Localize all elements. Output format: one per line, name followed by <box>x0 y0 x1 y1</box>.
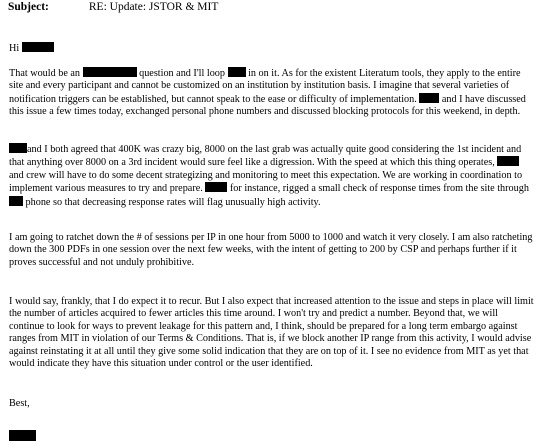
subject-label: Subject: <box>8 1 49 13</box>
redaction-box <box>228 67 246 77</box>
redaction-box <box>205 182 227 192</box>
redaction-box <box>9 196 23 206</box>
paragraph-1-part-c: in on it. As for the existent Literatum tools, they apply to the entire site and every participant and cannot be customized on an institution by institution basis. I imagine that several varieties of notification triggers can be established, but cannot speak to the ease or difficulty of implementation. <box>9 68 521 105</box>
subject-value: RE: Update: JSTOR & MIT <box>88 1 219 13</box>
paragraph-1 <box>9 67 535 119</box>
redaction-box <box>497 156 519 166</box>
paragraph-3: I am going to ratchet down the # of sessions per IP in one hour from 5000 to 1000 and watch it very closely. I am also ratcheting down the 300 PDFs in one session over the next few weeks, with the intent of getting to 200 by CSP and perhaps further if it proves successful and not unduly prohibitive. <box>9 232 533 268</box>
paragraph-2-part-a: and I both agreed that 400K was crazy big, 8000 on the last grab was actually quite good considering the 1st incident and that anything over 8000 on a 3rd incident would sure feel like a digression. With the speed at which this thing operates, <box>9 144 522 169</box>
redaction-box <box>419 93 439 103</box>
redaction-box <box>9 143 27 153</box>
paragraph-2-part-c: for instance, rigged a small check of response times from the site through <box>229 183 529 195</box>
redaction-box <box>22 42 54 52</box>
paragraph-1-part-a: That would be an <box>9 68 81 79</box>
paragraph-4: I would say, frankly, that I do expect it to recur. But I also expect that increased attention to the issue and steps in place will limit the number of articles acquired to fewer articles this time around. I won't try and predict a number. Beyond that, we will continue to look for ways to prevent leakage for this pattern and, I think, should be prepared for a long term embargo against ranges from MIT in violation of our Terms & Conditions. That is, if we block another IP range from this activity, I would advise against reinstating it at all until they give some solid indication that they are on top of it. I see no evidence from MIT as yet that would indicate they have this situation under control or the user identified. <box>9 296 534 370</box>
closing: Best, <box>9 398 30 409</box>
paragraph-2-part-b: and crew will have to do some decent strategizing and monitoring to meet this expectation. We are working in coordination to implement various measures to try and prepare. <box>9 169 523 195</box>
subject-line <box>8 0 218 14</box>
paragraph-2 <box>9 143 535 209</box>
paragraph-2-part-d: phone so that decreasing response rates will flag unusually high activity. <box>25 196 321 208</box>
signature-redaction-box <box>9 430 36 441</box>
paragraph-1-part-d: and I have discussed this issue a few times today, exchanged personal phone numbers and discussed blocking protocols for this weekend, in depth. <box>9 93 526 118</box>
paragraph-1-part-b: question and I'll loop <box>139 68 225 79</box>
greeting <box>9 42 535 55</box>
greeting-text: Hi <box>9 43 20 54</box>
redaction-box <box>83 67 137 77</box>
